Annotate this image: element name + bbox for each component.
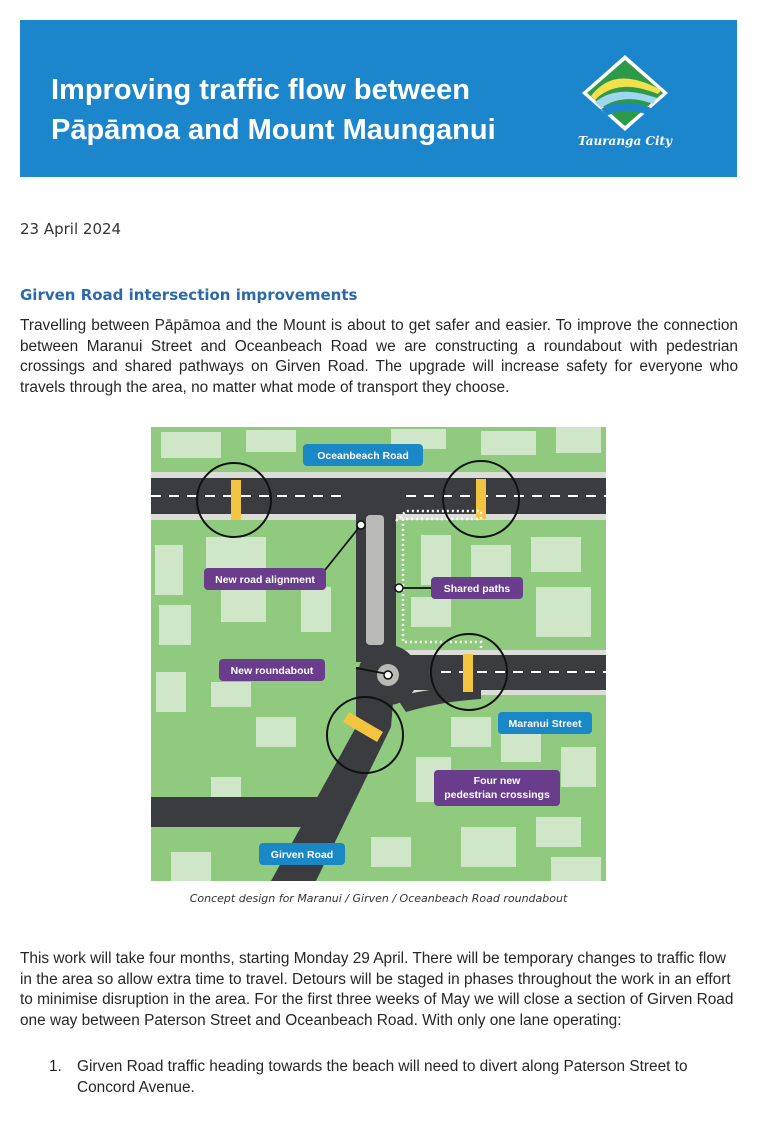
roundabout-marker	[384, 671, 392, 679]
label-maranui-street	[498, 712, 592, 734]
intersection-concept-map	[151, 427, 606, 881]
label-shared-paths-text: Shared paths	[443, 583, 511, 595]
logo-text: Tauranga City	[577, 134, 673, 148]
list-item-text: Girven Road traffic heading towards the beach will need to divert along Paterson Street to Concord Avenue.	[77, 1058, 688, 1096]
label-new-road-alignment-text: New road alignment	[215, 574, 315, 586]
label-oceanbeach-road-text: Oceanbeach Road	[317, 450, 409, 462]
intro-paragraph: Travelling between Pāpāmoa and the Mount is about to get safer and easier. To improve the connection between Maranui Street and Oceanbeach Road we are constructing a roundabout with pedestrian crossings and shared pathways on Girven Road. The upgrade will increase safety for everyone who travels through the area, no matter what mode of transport they choose.	[20, 317, 738, 396]
logo-diamond-icon	[565, 52, 685, 134]
tauranga-city-logo	[565, 52, 685, 152]
header-banner	[20, 20, 737, 177]
page-title	[51, 70, 496, 150]
label-new-roundabout-text: New roundabout	[230, 665, 314, 677]
list-item	[49, 1057, 729, 1098]
page-title-line-2: Pāpāmoa and Mount Maunganui	[51, 114, 496, 146]
publication-date: 23 April 2024	[20, 220, 122, 238]
label-new-roundabout	[219, 659, 325, 681]
label-girven-road-text: Girven Road	[270, 849, 334, 861]
body-paragraph: This work will take four months, starting Monday 29 April. There will be temporary changes to traffic flow in the area so allow extra time to travel. Detours will be staged in phases throughout the work in an effort to minimise disruption in the area. For the first three weeks of May we will close a section of Girven Road one way between Paterson Street and Oceanbeach Road. With only one lane operating:	[20, 950, 734, 1029]
label-four-new-crossings-line-1: Four new	[473, 775, 521, 787]
label-four-new-crossings-line-2: pedestrian crossings	[444, 789, 550, 801]
label-shared-paths	[431, 577, 523, 599]
detour-list	[49, 1057, 729, 1098]
map-caption: Concept design for Maranui / Girven / Oceanbeach Road roundabout	[189, 892, 568, 905]
label-oceanbeach-road	[303, 444, 423, 466]
label-four-new-pedestrian-crossings	[434, 770, 560, 806]
label-new-road-alignment	[204, 568, 326, 590]
road-alignment-marker	[357, 521, 365, 529]
shared-path-marker	[395, 584, 403, 592]
page-title-line-1: Improving traffic flow between	[51, 74, 470, 106]
label-girven-road	[259, 843, 345, 865]
section-heading: Girven Road intersection improvements	[20, 286, 358, 304]
label-maranui-street-text: Maranui Street	[508, 718, 582, 730]
list-item-number: 1.	[49, 1058, 62, 1075]
